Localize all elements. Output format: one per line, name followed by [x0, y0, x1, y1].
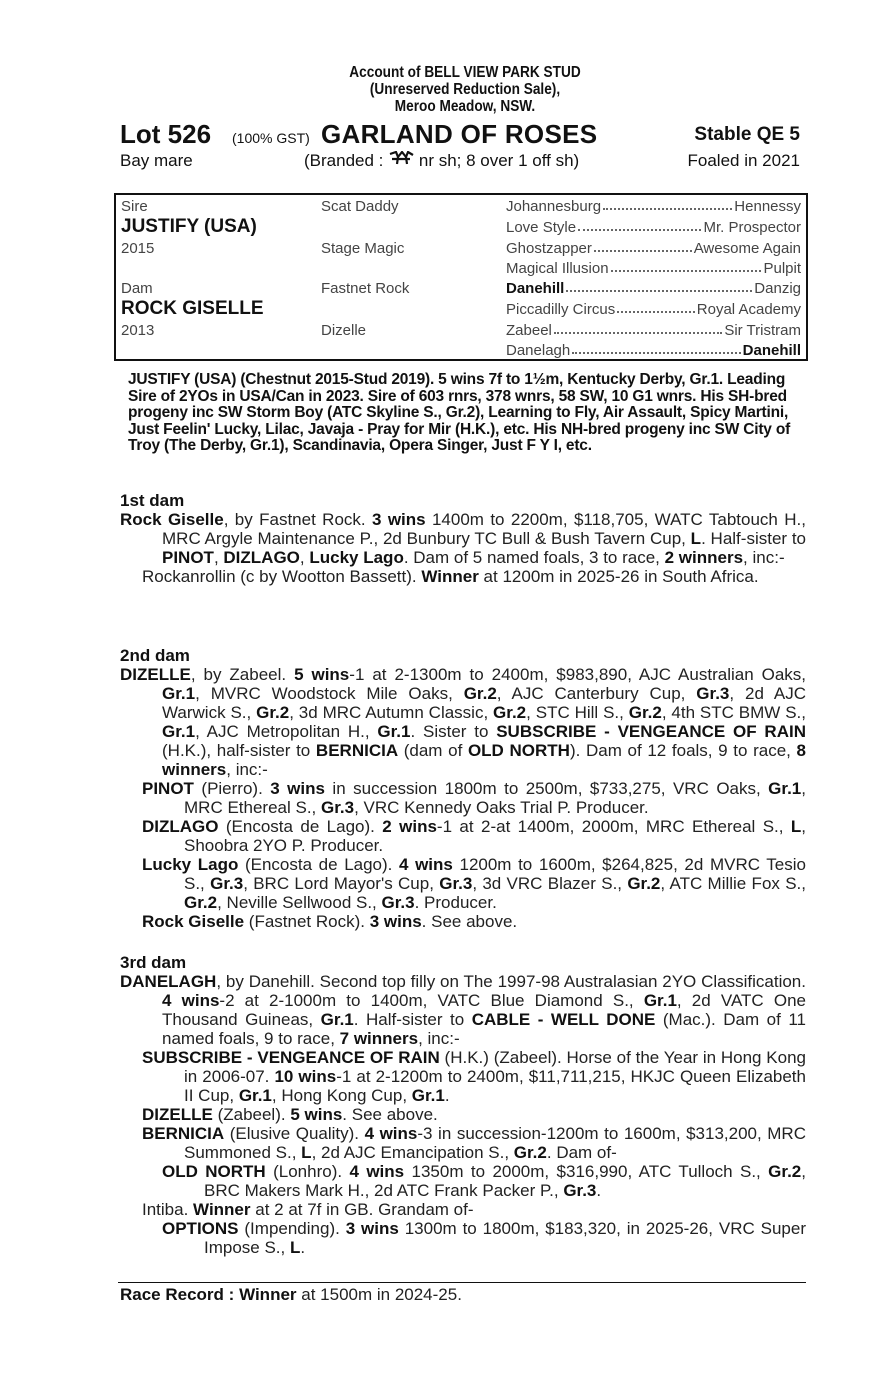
second-dam-section: [120, 646, 806, 931]
catalogue-header: [120, 64, 810, 175]
bold-text-run: BERNICIA: [142, 1124, 225, 1143]
first-dam-section: [120, 491, 806, 586]
dams-dam: Dizelle: [321, 322, 367, 339]
text-run: , 3d MRC Autumn Classic,: [289, 703, 494, 722]
foaled-year: Foaled in 2021: [687, 151, 800, 170]
text-run: . Dam of-: [546, 1143, 617, 1162]
text-run: at 1200m in 2025-26 in South Africa.: [478, 567, 759, 586]
bold-text-run: Winner: [421, 567, 479, 586]
race-record-result: Winner: [239, 1285, 297, 1304]
progeny-entry: [120, 1124, 806, 1162]
bold-text-run: DANELAGH: [120, 972, 217, 991]
brand-description: [304, 151, 579, 171]
brand-suffix: nr sh; 8 over 1 off sh): [418, 151, 580, 170]
text-run: , MVRC Woodstock Mile Oaks,: [195, 684, 464, 703]
bold-text-run: 5 wins: [290, 1105, 343, 1124]
bold-text-run: DIZELLE: [142, 1105, 213, 1124]
text-run: (Impending).: [238, 1219, 346, 1238]
sires-dam: Stage Magic: [321, 240, 405, 257]
g3-sire: Danehill: [742, 342, 801, 359]
bold-text-run: 4 wins: [162, 991, 220, 1010]
sale-type: (Unreserved Reduction Sale),: [369, 81, 561, 98]
bold-text-run: 3 wins: [369, 912, 422, 931]
bold-text-run: Gr.1: [162, 684, 196, 703]
bold-text-run: Gr.2: [768, 1162, 802, 1181]
bold-text-run: Lucky Lago: [309, 548, 404, 567]
text-run: , MRC Ethereal S.,: [184, 779, 806, 817]
text-run: , 2d AJC Emancipation S.,: [311, 1143, 514, 1162]
bold-text-run: 10 wins: [274, 1067, 337, 1086]
bold-text-run: CABLE - WELL DONE: [471, 1010, 656, 1029]
sire-year: 2015: [121, 240, 155, 257]
text-run: (Pierro).: [193, 779, 271, 798]
bold-text-run: Gr.3: [439, 874, 473, 893]
text-run: Rockanrollin (c by Wootton Bassett).: [142, 567, 422, 586]
pedigree-g3-row: [506, 342, 801, 359]
bold-text-run: Lucky Lago: [142, 855, 239, 874]
lot-line: [120, 119, 810, 149]
brand-prefix: (Branded :: [304, 151, 384, 170]
progeny-entry: [120, 912, 806, 931]
text-run: , ATC Millie Fox S.,: [660, 874, 806, 893]
text-run: -1 at 2-at 1400m, 2000m, MRC Ethereal S.,: [436, 817, 791, 836]
bold-text-run: L: [690, 529, 702, 548]
bold-text-run: Gr.1: [643, 991, 677, 1010]
text-run: .: [444, 1086, 450, 1105]
bold-text-run: L: [301, 1143, 312, 1162]
progeny-entry: [120, 1200, 806, 1219]
race-record: [120, 1285, 462, 1305]
third-dam-section: [120, 953, 806, 1257]
dam-year: 2013: [121, 322, 155, 339]
text-run: (Mac.). Dam of 11 named foals, 9 to race,: [162, 1010, 806, 1048]
bold-text-run: 3 wins: [270, 779, 325, 798]
third-dam-heading: 3rd dam: [120, 953, 187, 972]
text-run: , 2d VATC One Thousand Guineas,: [162, 991, 806, 1029]
bold-text-run: Gr.1: [377, 722, 411, 741]
first-dam-heading: 1st dam: [120, 491, 185, 510]
progeny-entry: [120, 779, 806, 817]
bold-text-run: Gr.3: [381, 893, 415, 912]
text-run: .: [300, 1238, 306, 1257]
text-run: at 2 at 7f in GB. Grandam of-: [250, 1200, 474, 1219]
bold-text-run: Rock Giselle: [142, 912, 245, 931]
stable-location: Stable QE 5: [694, 124, 800, 145]
text-run: . See above.: [342, 1105, 438, 1124]
progeny-entry: [120, 855, 806, 912]
bold-text-run: DIZLAGO: [223, 548, 300, 567]
bold-text-run: Gr.2: [513, 1143, 547, 1162]
bold-text-run: Winner: [193, 1200, 251, 1219]
bold-text-run: Gr.2: [628, 703, 662, 722]
text-run: 1350m to 2000m, $316,990, ATC Tulloch S.,: [404, 1162, 769, 1181]
g3-name: Piccadilly Circus: [506, 301, 616, 318]
third-dam-text: [120, 972, 806, 1048]
colour-sex: Bay mare: [120, 151, 193, 170]
bold-text-run: 4 wins: [399, 855, 453, 874]
progeny-entry: [120, 1105, 806, 1124]
bold-text-run: DIZELLE: [120, 665, 191, 684]
gst-note: (100% GST): [232, 130, 310, 146]
pedigree-table: [114, 193, 808, 361]
bold-text-run: SUBSCRIBE - VENGEANCE OF RAIN: [142, 1048, 440, 1067]
race-record-label: Race Record :: [120, 1285, 235, 1304]
text-run: . See above.: [421, 912, 518, 931]
text-run: , BRC Makers Mark H., 2d ATC Frank Packer P.,: [204, 1162, 806, 1200]
text-run: 1200m to 1600m, $264,825, 2d MVRC Tesio S.,: [184, 855, 806, 893]
text-run: -2 at 2-1000m to 1400m, VATC Blue Diamond S.,: [219, 991, 644, 1010]
text-run: , 2d AJC Warwick S.,: [162, 684, 806, 722]
text-run: , inc:-: [743, 548, 785, 567]
text-run: (Fastnet Rock).: [244, 912, 370, 931]
text-run: 1300m to 1800m, $183,320, in 2025-26, VRC Super Impose S.,: [204, 1219, 806, 1257]
bold-text-run: Gr.3: [321, 798, 355, 817]
bold-text-run: Gr.1: [768, 779, 802, 798]
horse-name: GARLAND OF ROSES: [321, 119, 598, 149]
text-run: 1400m to 2200m, $118,705, WATC Tabtouch H., MRC Argyle Maintenance P., 2d Bunbury TC Bull & Bush Tavern Cup,: [162, 510, 806, 548]
text-run: , 3d VRC Blazer S.,: [472, 874, 628, 893]
text-run: , BRC Lord Mayor's Cup,: [243, 874, 440, 893]
lot-number: Lot 526: [120, 119, 212, 149]
bold-text-run: Gr.3: [210, 874, 244, 893]
bold-text-run: DIZLAGO: [142, 817, 219, 836]
brand-mark-icon: [388, 151, 414, 165]
text-run: , AJC Canterbury Cup,: [496, 684, 697, 703]
progeny-entry: [120, 1162, 806, 1200]
text-run: . Half-sister to: [353, 1010, 472, 1029]
g3-name: Danehill: [506, 280, 565, 297]
g3-sire: Mr. Prospector: [703, 219, 801, 236]
text-run: , inc:-: [418, 1029, 460, 1048]
pedigree-g3-row: [506, 301, 801, 318]
first-dam-text: [120, 510, 806, 567]
bold-text-run: 7 winners: [339, 1029, 419, 1048]
progeny-entry: [120, 1048, 806, 1105]
text-run: ,: [299, 548, 310, 567]
second-dam-text: [120, 665, 806, 779]
text-run: , Neville Sellwood S.,: [217, 893, 382, 912]
pedigree-g3-row: [506, 198, 801, 215]
bold-text-run: Rock Giselle: [120, 510, 224, 529]
text-run: (Elusive Quality).: [224, 1124, 365, 1143]
text-run: .: [596, 1181, 602, 1200]
pedigree-g3-row: [506, 260, 801, 277]
text-run: (Encosta de Lago).: [218, 817, 383, 836]
bold-text-run: Gr.2: [184, 893, 218, 912]
bold-text-run: 3 wins: [345, 1219, 399, 1238]
bold-text-run: 2 winners: [664, 548, 744, 567]
g3-name: Love Style: [506, 219, 577, 236]
text-run: -3 in succession-1200m to 1600m, $313,200, MRC Summoned S.,: [184, 1124, 806, 1162]
progeny-entry: [120, 817, 806, 855]
text-run: , AJC Metropolitan H.,: [195, 722, 378, 741]
text-run: , Hong Kong Cup,: [271, 1086, 412, 1105]
text-run: , by Danehill. Second top filly on The 1997-98 Australasian 2YO Classification.: [216, 972, 806, 991]
bold-text-run: Gr.2: [627, 874, 661, 893]
g3-sire: Royal Academy: [696, 301, 801, 318]
text-run: -1 at 2-1300m to 2400m, $983,890, AJC Australian Oaks,: [349, 665, 807, 684]
g3-sire: Awesome Again: [693, 240, 801, 257]
bold-text-run: Gr.1: [162, 722, 196, 741]
sires-sire: Scat Daddy: [321, 198, 399, 215]
second-dam-heading: 2nd dam: [120, 646, 190, 665]
text-run: . Half-sister to: [701, 529, 806, 548]
text-run: , by Fastnet Rock.: [223, 510, 372, 529]
bold-text-run: Gr.3: [696, 684, 730, 703]
text-run: . Producer.: [414, 893, 497, 912]
bold-text-run: L: [289, 1238, 301, 1257]
text-run: ). Dam of 12 foals, 9 to race,: [569, 741, 797, 760]
bold-text-run: 4 wins: [349, 1162, 405, 1181]
sire-notes: JUSTIFY (USA) (Chestnut 2015-Stud 2019). 5 wins 7f to 1½m, Kentucky Derby, Gr.1. Leading Sire of 2YOs in USA/Can in 2023. Sire of 603 rnrs, 378 wnrs, 58 SW, 10 G1 wnrs. His SH-bred progeny inc SW Storm Boy (ATC Skyline S., Gr.2), Learning to Fly, Air Assault, Spicy Martini, Just Feelin' Lucky, Lilac, Javaja - Pray for Mir (H.K.), etc. His NH-bred progeny inc SW City of Troy (The Derby, Gr.1), Scandinavia, Opera Singer, Just F Y I, etc.: [128, 371, 791, 454]
g3-sire: Danzig: [754, 280, 801, 297]
bold-text-run: SUBSCRIBE - VENGEANCE OF RAIN: [496, 722, 806, 741]
vendor-location: Meroo Meadow, NSW.: [394, 98, 536, 115]
g3-sire: Hennessy: [734, 198, 801, 215]
bold-text-run: Gr.3: [563, 1181, 597, 1200]
bold-text-run: PINOT: [162, 548, 214, 567]
bold-text-run: OPTIONS: [162, 1219, 239, 1238]
bold-text-run: Gr.2: [493, 703, 527, 722]
pedigree-g3-row: [506, 219, 801, 236]
text-run: ,: [213, 548, 224, 567]
text-run: . Dam of 5 named foals, 3 to race,: [403, 548, 665, 567]
progeny-entry: [120, 1219, 806, 1257]
dam-label: Dam: [121, 280, 153, 297]
bold-text-run: Gr.1: [411, 1086, 445, 1105]
bold-text-run: 8 winners: [162, 741, 807, 779]
pedigree-g3-row: [506, 280, 801, 297]
bold-text-run: OLD NORTH: [467, 741, 570, 760]
pedigree-g3-row: [506, 322, 801, 339]
text-run: . Sister to: [410, 722, 497, 741]
text-run: -1 at 2-1200m to 2400m, $11,711,215, HKJC Queen Elizabeth II Cup,: [184, 1067, 806, 1105]
bold-text-run: BERNICIA: [315, 741, 399, 760]
text-run: (Encosta de Lago).: [238, 855, 400, 874]
text-run: (H.K.) (Zabeel). Horse of the Year in Hong Kong in 2006-07.: [184, 1048, 806, 1086]
bold-text-run: L: [790, 817, 802, 836]
divider: [118, 1282, 806, 1283]
g3-name: Ghostzapper: [506, 240, 592, 257]
text-run: (Lonhro).: [265, 1162, 350, 1181]
bold-text-run: Gr.1: [320, 1010, 354, 1029]
race-record-detail: at 1500m in 2024-25.: [296, 1285, 462, 1304]
bold-text-run: 2 wins: [382, 817, 437, 836]
bold-text-run: Gr.1: [238, 1086, 272, 1105]
bold-text-run: 5 wins: [294, 665, 350, 684]
bold-text-run: PINOT: [142, 779, 194, 798]
g3-sire: Sir Tristram: [724, 322, 801, 339]
g3-sire: Pulpit: [763, 260, 801, 277]
g3-name: Danelagh: [506, 342, 571, 359]
bold-text-run: Gr.2: [256, 703, 290, 722]
pedigree-g3-row: [506, 240, 801, 257]
text-run: (dam of: [398, 741, 468, 760]
g3-name: Magical Illusion: [506, 260, 609, 277]
text-run: (H.K.), half-sister to: [162, 741, 316, 760]
bold-text-run: OLD NORTH: [162, 1162, 266, 1181]
bold-text-run: 4 wins: [364, 1124, 418, 1143]
text-run: , inc:-: [226, 760, 268, 779]
sire-name: JUSTIFY (USA): [121, 216, 257, 237]
bold-text-run: 3 wins: [372, 510, 426, 529]
sire-label: Sire: [121, 198, 148, 215]
g3-name: Zabeel: [506, 322, 552, 339]
text-run: in succession 1800m to 2500m, $733,275, VRC Oaks,: [324, 779, 769, 798]
text-run: , by Zabeel.: [190, 665, 295, 684]
g3-name: Johannesburg: [506, 198, 602, 215]
text-run: , STC Hill S.,: [526, 703, 629, 722]
text-run: , VRC Kennedy Oaks Trial P. Producer.: [354, 798, 649, 817]
progeny-entry: [120, 567, 806, 586]
dams-sire: Fastnet Rock: [321, 280, 410, 297]
vendor-account: Account of BELL VIEW PARK STUD: [349, 64, 581, 81]
horse-details: [120, 149, 810, 175]
text-run: , 4th STC BMW S.,: [661, 703, 806, 722]
text-run: , Shoobra 2YO P. Producer.: [184, 817, 806, 855]
dam-name: ROCK GISELLE: [121, 298, 264, 319]
text-run: Intiba.: [142, 1200, 194, 1219]
bold-text-run: Gr.2: [463, 684, 497, 703]
text-run: (Zabeel).: [212, 1105, 291, 1124]
